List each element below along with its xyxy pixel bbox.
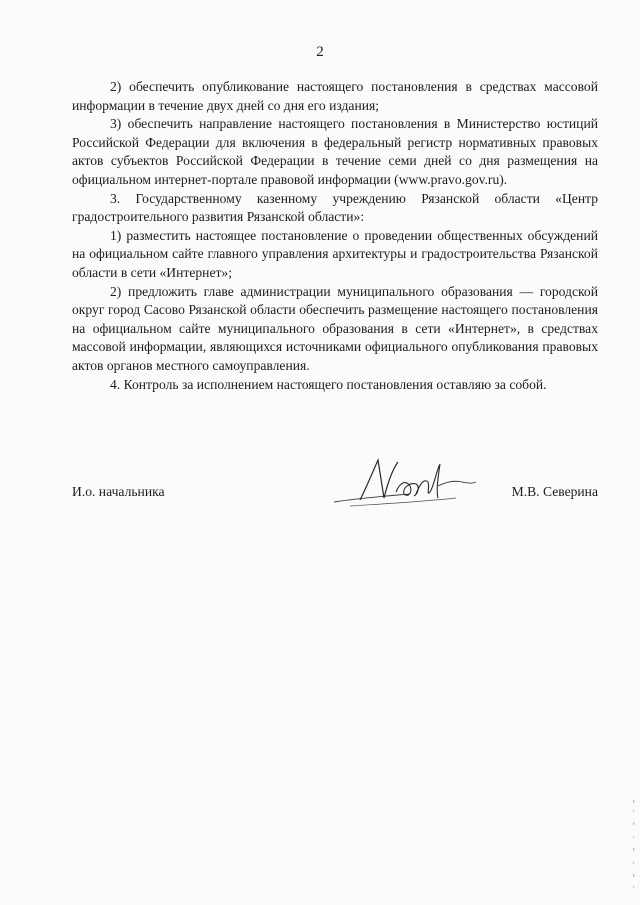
handwritten-signature [330,452,480,522]
document-body [72,78,598,394]
paragraph-item-4: 4. Контроль за исполнением настоящего постановления оставляю за собой. [110,376,547,392]
scan-edge-marks [632,800,636,890]
paragraph-item-3: 3. Государственному казенному учреждению Рязанской области «Центр градостроительного развития Рязанской области»: [72,190,598,225]
paragraph-ministry-of-justice: 3) обеспечить направление настоящего постановления в Министерство юстиций Российской Федерации для включения в федеральный регистр нормативных правовых актов субъектов Российской Федерации в течение семи дней со дня размещения на официальном интернет-портале правовой информации (www.pravo.gov.ru). [72,116,598,187]
signature-block [72,470,598,530]
paragraph-publication: 2) обеспечить опубликование настоящего постановления в средствах массовой информации в течение двух дней со дня его издания; [72,79,598,113]
page-number: 2 [316,44,324,60]
paragraph-item-3-2: 2) предложить главе администрации муниципального образования — городской округ город Сасово Рязанской области обеспечить размещение настоящего постановления на официальном сайте муниципального образования в сети «Интернет», в средствах массовой информации, являющихся источниками официального опубликования правовых актов органов местного самоуправления. [72,283,598,373]
paragraph-item-3-1: 1) разместить настоящее постановление о проведении общественных обсуждений на официальном сайте главного управления архитектуры и градостроительства Рязанской области в сети «Интернет»; [72,227,598,280]
signer-position: И.о. начальника [72,484,165,499]
signer-name: М.В. Северина [511,484,598,499]
